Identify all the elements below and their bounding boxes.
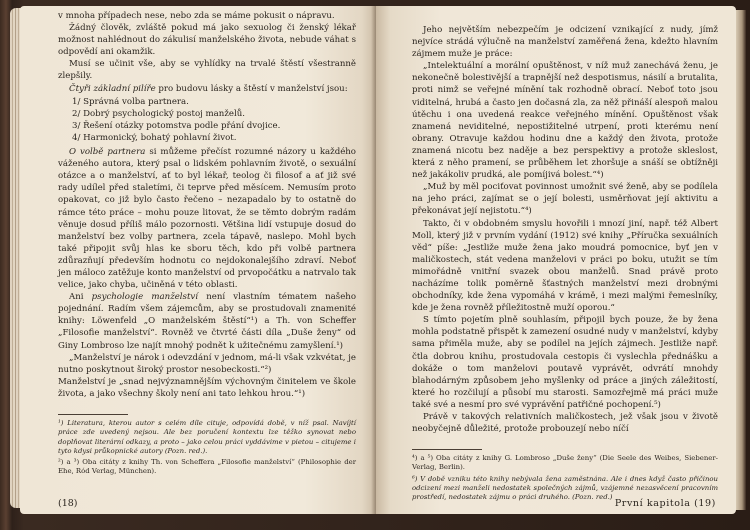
right-page-edge bbox=[736, 10, 746, 510]
paragraph: S tímto pojetím plně souhlasím, připojil bych pouze, že by žena mohla podstatně přispět k zamezení osudné nudy v manželství, kdyby sama přiměla muže, aby se podílel na jejích zájmech. Jestliže např. čtla dobrou knihu, prostudovala cestopis či vyslechla přednášku a dokáže o tom manželovi poutavě vyprávět, odvrátí mnohdy blahodárným způsobem jeho myšlenky od práce a jiných záležitostí, které ho rozčilují a působí mu starosti. Samozřejmě má práci muže také své a nesmí pro své vyprávění patřičné pochopení.⁵) bbox=[412, 315, 718, 410]
partner-choice-text: si můžeme přečíst rozumné názory u každého váženého autora, který psal o lidském pohlavním životě, o sexuální otázce a o manželství, ať to byl lékař, teolog či filosof a ať již své rady udílel před staletími, či teprve před měsícem. Nemusím proto opakovat, co již bylo často řečeno – nezapadalo by to ostatně do rámce této práce – mohu pouze litovat, že se těmto dobrým radám věnuje dosud příliš málo pozornosti. Většina lidí vstupuje dosud do manželství bez volby partnera, zcela tápavě, naslepo. Mohl bych také připojit svůj hlas ke sboru těch, kdo při volbě partnera zdůrazňují především hodnotu co nejdokonalejšího zdraví. Neboť jen máloco zatěžuje konto manželství od prvopočátku a natrvalo tak velice, jako chyba, učiněná v této oblasti. bbox=[58, 147, 356, 291]
psychology-text: není vlastním tématem našeho pojednání. Radím všem zájemcům, aby se prostudovali znamenité knihy: Löwenfeld „O manželském štěstí“¹) a Th. von Scheffer „Filosofie manželství“. Rovněž ve čtvrté části díla „Duše ženy“ od Giny Lombroso lze najít mnohý podnět k užitečnému zamyšlení.¹) bbox=[58, 292, 356, 351]
pillars-list bbox=[72, 96, 356, 144]
list-item: 4/ Harmonický, bohatý pohlavní život. bbox=[72, 132, 237, 143]
psychology-paragraph bbox=[58, 291, 356, 351]
left-page bbox=[20, 6, 376, 514]
quote-paragraph: „Manželství je nárok i odevzdání v jednom, má-li však vzkvétat, je nutno poskytnout široký prostor nesobeckosti.“²) bbox=[58, 352, 356, 375]
pillars-intro bbox=[58, 83, 356, 95]
paragraph: Takto, či v obdobném smyslu hovořili i mnozí jiní, např. též Albert Moll, který již v prvním vydání (1912) své knihy „Příručka sexuálních věd“ píše: „Jestliže muže žena jako moudrá pomocnice, byť jen v maličkostech, stát vedena manželovi v práci po boku, utužit se tím mimořádně vnitřní svazek obou manželů. Snad právě proto nacházíme tolik poměrně šťastných manželství mezi drobnými obchodníky, kde žena vypomáhá v krámě, i mezi malými řemeslníky, kde je žena rovněž příležitostně muží oporou.“ bbox=[412, 218, 718, 314]
footnote: ⁴) a ⁵) Oba citáty z knihy G. Lombroso „Duše ženy“ (Die Seele des Weibes, Siebener-Verlag, Berlin). bbox=[412, 454, 718, 472]
quote-paragraph: Manželství je „snad nejvýznamnějším výchovným činitelem ve škole života, a jako všechny školy není ani tato lehkou hrou.“¹) bbox=[58, 376, 356, 399]
paragraph: v mnoha případech nese, nebo zda se máme pokusit o nápravu. bbox=[58, 11, 335, 21]
pillars-heading-italic: Čtyři základní pilíře bbox=[69, 83, 156, 94]
footnote: ⁶) V době vzniku této knihy nebývala žena zaměstnána. Ale i dnes když často přičinou odcizení mezi manželi nedostatek společných zájmů, vzájemné nezasvěcení pracovním prostředí, nedostatek zájmu o práci druhého. (Pozn. red.) bbox=[412, 474, 718, 502]
footnote: ¹) Literatura, kterou autor s celém díle cituje, odpovídá době, v níž psal. Navíjtí práce zde uvedený nejsou. Ale bez poručení kontextu lze těžko synovat nebo doplňovat literární odkazy, a proto – jako celou práci vyddávime v pietou – citujeme i tyto kdysi průkopnické autory (Pozn. red.). bbox=[58, 419, 356, 455]
page-number-left: (18) bbox=[58, 498, 78, 509]
pillars-intro-text: pro budovu lásky a štěstí v manželství jsou: bbox=[155, 83, 348, 94]
footnote-rule bbox=[412, 449, 482, 450]
paragraph: Žádný člověk, zvláště pokud má jako sexuolog či ženský lékař možnost nahlédnout do zákulisí manželského života, nebude váhat s odpovědí ani okamžik. bbox=[58, 23, 356, 58]
psychology-prefix: Ani bbox=[69, 292, 92, 303]
quote-paragraph: „Muž by měl pociťovat povinnost umožnit své ženě, aby se podílela na jeho práci, zajímat se o její bolesti, usměrňovat její aktivitu a překonávat její nejistotu.“⁴) bbox=[412, 182, 718, 217]
paragraph: Jeho největším nebezpečím je odcizení vznikající z nudy, jímž nejvíce strádá výlučně na manželství zaměřená žena, kdežto hlavním zájmem muže je práce: bbox=[412, 25, 718, 60]
paragraph: Musí se učinit vše, aby se vyhlídky na trvalé štěstí všestranně zlepšily. bbox=[58, 59, 356, 82]
footnote: ²) a ³) Oba citáty z knihy Th. von Scheffera „Filosofie manželství“ (Philosophie der Ehe, Ród Verlag, München). bbox=[58, 458, 356, 476]
footnote-rule bbox=[58, 414, 128, 415]
list-item: 2/ Dobrý psychologický postoj manželů. bbox=[72, 108, 245, 119]
right-page bbox=[376, 6, 736, 514]
psychology-italic: psychologie manželství bbox=[91, 292, 199, 303]
list-item: 3/ Řešení otázky potomstva podle přání dvojice. bbox=[72, 120, 281, 131]
quote-paragraph: „Intelektuální a morální opuštěnost, v níž muž zanechává ženu, je nekonečně bolestivější a trapnější než despotismus, násilí a brutalita, proti nimž se veřejné mínění tak rozhodně obrací. Neboť toto jsou viditelná, hrubá a často jen dočasná zla, za něž přináší alespoň malou útěchu i ona uvedená reakce veřejného mínění. Opuštěnost však znamená neviditelné, nepostižitelné utrpení, proti kterému není obrany. Otravuje každou hodinu dne a každý den života, protože znamená nicotu bez naděje a bez perspektivy a protože skleslost, která z něho pramení, se průběhem let zhoršuje a snáší se obtížněji než jakákoliv prudká, ale pomíjivá bolest.“⁴) bbox=[412, 61, 718, 181]
list-item: 1/ Správná volba partnera. bbox=[72, 96, 189, 107]
page-number-right: První kapitola (19) bbox=[614, 498, 716, 509]
partner-choice-italic: O volbě partnera bbox=[69, 147, 146, 158]
partner-choice-paragraph bbox=[58, 146, 356, 291]
paragraph: Právě v takových relativních maličkostech, jež však jsou v životě neobyčejně důležité, protože probouzejí nebo níčí bbox=[412, 412, 718, 435]
